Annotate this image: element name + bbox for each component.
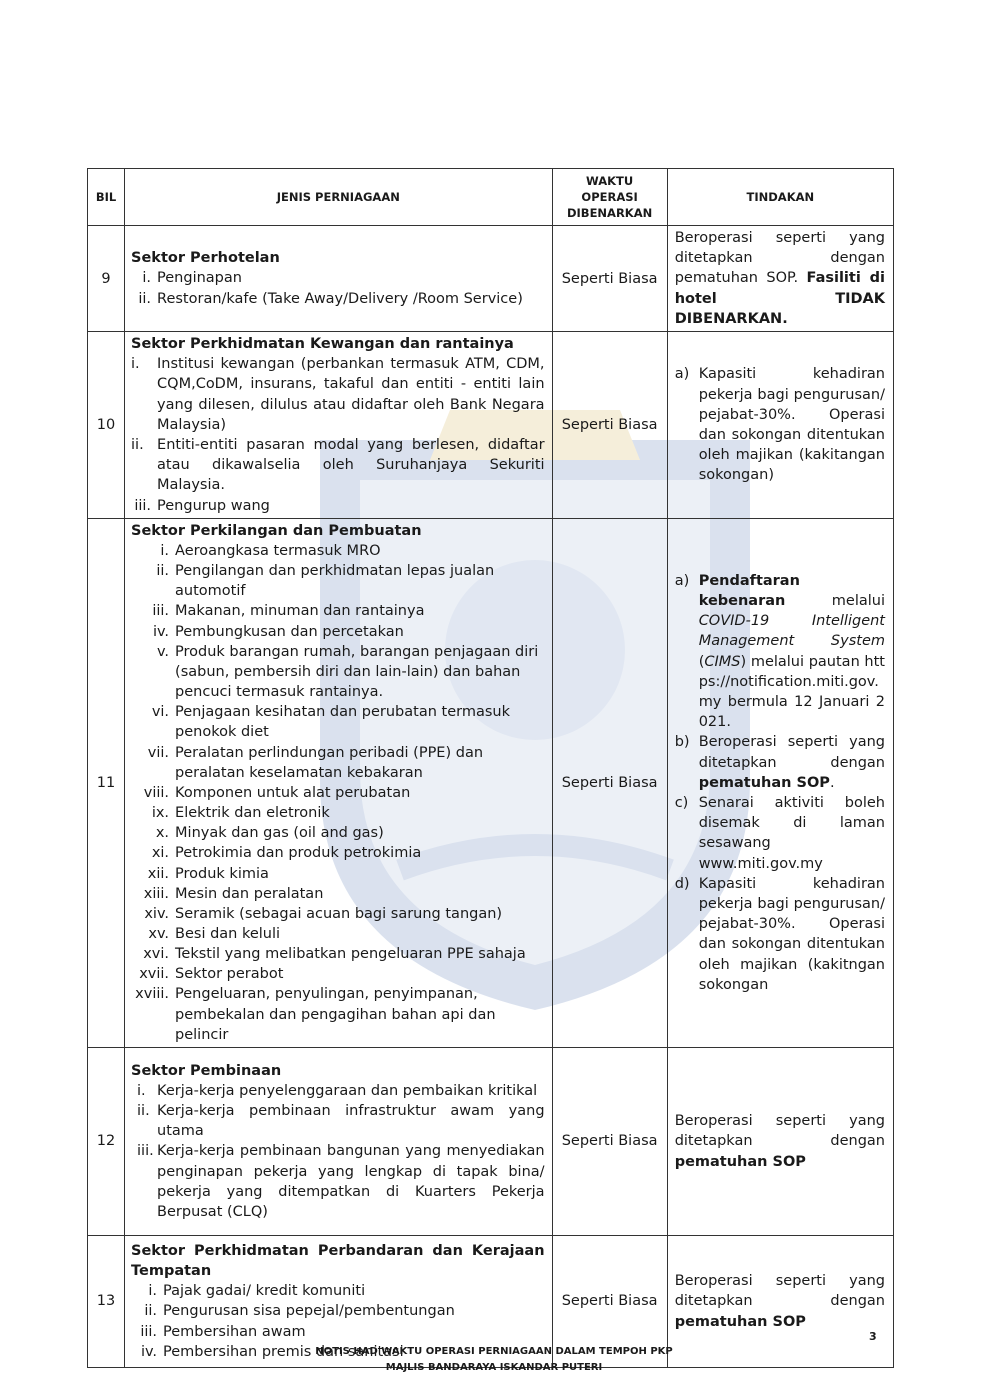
action-cell	[667, 1047, 893, 1235]
table-row	[88, 226, 894, 332]
item-number: xv.	[148, 925, 170, 942]
action-number: a)	[674, 366, 690, 383]
list-item-row	[131, 541, 545, 561]
item-number: iv.	[152, 623, 170, 640]
list-item-row	[131, 984, 545, 1044]
list-item-row	[131, 864, 545, 884]
list-item: Pengilangan dan perkhidmatan lepas jualan automotif	[175, 563, 495, 600]
business-type-cell	[125, 226, 553, 332]
item-number: viii.	[143, 784, 170, 801]
action-text: ) melalui pautan https://notification.miti.gov.my bermula 12 Januari 2021.	[698, 653, 885, 731]
item-number: xviii.	[135, 986, 170, 1003]
list-item-row	[131, 601, 545, 621]
list-item: Tekstil yang melibatkan pengeluaran PPE sahaja	[175, 946, 526, 963]
action-text: .	[829, 774, 835, 791]
action-text: (	[698, 653, 705, 670]
list-item-row	[131, 884, 545, 904]
list-item-row	[131, 964, 545, 984]
action-text: Kapasiti kehadiran pekerja bagi pengurusan/ pejabat-30%. Operasi dan sokongan ditentukan oleh majikan (kakitangan sokongan)	[698, 366, 885, 484]
list-item: Pengurup wang	[157, 497, 270, 514]
table-header-row	[88, 169, 894, 226]
action-cell	[667, 332, 893, 519]
action-text: Kapasiti kehadiran pekerja bagi pengurusan/ pejabat-30%. Operasi dan sokongan ditentukan oleh majikan (kakitngan sokongan	[698, 875, 885, 993]
item-number: xi.	[151, 845, 170, 862]
list-item: Kerja-kerja penyelenggaraan dan pembaikan kritikal	[157, 1082, 538, 1099]
list-item-row	[131, 561, 545, 601]
action-bold: pematuhan SOP	[698, 774, 830, 791]
list-item: Pajak gadai/ kredit komuniti	[163, 1283, 366, 1300]
item-number: vi.	[151, 704, 170, 721]
list-item: Pengeluaran, penyulingan, penyimpanan, pembekalan dan pengagihan bahan api dan pelincir	[175, 986, 496, 1043]
row-number: 11	[88, 518, 125, 1047]
action-text: Beroperasi seperti yang ditetapkan dengan pematuhan SOP.	[674, 230, 885, 287]
list-item-row	[131, 823, 545, 843]
list-item: Peralatan perlindungan peribadi (PPE) dan peralatan keselamatan kebakaran	[175, 744, 484, 781]
action-italic: COVID-19 Intelligent Management System	[698, 613, 885, 650]
header-bil: BIL	[88, 169, 125, 226]
action-text: Beroperasi seperti yang ditetapkan dengan	[698, 734, 885, 771]
list-item: Mesin dan peralatan	[175, 885, 324, 902]
list-item: Pengurusan sisa pepejal/pembentungan	[163, 1303, 455, 1320]
header-jenis: JENIS PERNIAGAAN	[125, 169, 553, 226]
list-item: Kerja-kerja pembinaan bangunan yang menyediakan penginapan pekerja yang lengkap di tapak bina/ pekerja yang ditempatkan di Kuarters Pekerja Berpusat (CLQ)	[157, 1143, 545, 1221]
list-item-row	[131, 803, 545, 823]
list-item-row	[131, 702, 545, 742]
item-number: ii.	[138, 290, 152, 307]
item-number: vii.	[147, 744, 170, 761]
business-type-cell	[125, 1047, 553, 1235]
list-item-row	[131, 904, 545, 924]
list-item: Besi dan keluli	[175, 925, 281, 942]
action-bold: Pendaftaran kebenaran	[698, 572, 800, 609]
list-item-row	[131, 924, 545, 944]
item-number: i.	[131, 356, 140, 373]
list-item: Pembersihan premis dan sanitasi	[163, 1343, 404, 1360]
row-number: 12	[88, 1047, 125, 1235]
action-note: Fasiliti di hotel TIDAK DIBENARKAN.	[674, 270, 885, 327]
item-number: ii.	[131, 437, 144, 454]
header-waktu-line3: DIBENARKAN	[566, 206, 653, 220]
item-number: ix.	[151, 805, 170, 822]
business-type-cell	[125, 518, 553, 1047]
operating-hours: Seperti Biasa	[552, 1047, 667, 1235]
action-note: pematuhan SOP	[674, 1313, 806, 1330]
action-number: b)	[674, 734, 690, 751]
header-waktu-line2: OPERASI	[581, 190, 638, 204]
list-item: Minyak dan gas (oil and gas)	[175, 825, 384, 842]
item-number: v.	[156, 643, 170, 660]
sector-title: Sektor Perkhidmatan Perbandaran dan Kerajaan Tempatan	[131, 1242, 545, 1279]
item-number: iii.	[137, 1143, 154, 1160]
list-item-row	[131, 622, 545, 642]
action-cell	[667, 518, 893, 1047]
list-item-row	[131, 843, 545, 863]
operating-hours: Seperti Biasa	[552, 226, 667, 332]
action-note: pematuhan SOP	[674, 1153, 806, 1170]
row-number: 13	[88, 1235, 125, 1367]
action-number: a)	[674, 572, 690, 589]
table-row	[88, 518, 894, 1047]
action-text: Senarai aktiviti boleh disemak di laman sesawang www.miti.gov.my	[698, 794, 885, 872]
item-number: xvi.	[143, 946, 170, 963]
list-item: Kerja-kerja pembinaan infrastruktur awam yang utama	[157, 1103, 545, 1140]
header-tindakan: TINDAKAN	[667, 169, 893, 226]
item-number: ii.	[144, 1303, 158, 1320]
list-item: Pembungkusan dan percetakan	[175, 623, 404, 640]
list-item: Penginapan	[157, 270, 242, 287]
action-text: melalui	[785, 592, 885, 609]
list-item: Produk kimia	[175, 865, 269, 882]
list-item: Pembersihan awam	[163, 1323, 306, 1340]
list-item: Penjagaan kesihatan dan perubatan termasuk penokok diet	[175, 704, 510, 741]
sector-title: Sektor Pembinaan	[131, 1062, 282, 1079]
item-number: iv.	[140, 1343, 158, 1360]
list-item-row	[131, 783, 545, 803]
list-item: Petrokimia dan produk petrokimia	[175, 845, 422, 862]
list-item: Aeroangkasa termasuk MRO	[175, 543, 381, 559]
sector-title: Sektor Perkhidmatan Kewangan dan rantainya	[131, 336, 514, 353]
table-row	[88, 1047, 894, 1235]
list-item: Restoran/kafe (Take Away/Delivery /Room Service)	[157, 290, 523, 307]
list-item-row	[131, 944, 545, 964]
list-item: Seramik (sebagai acuan bagi sarung tangan)	[175, 905, 503, 922]
item-number: i.	[148, 1283, 158, 1300]
item-number: x.	[155, 825, 170, 842]
item-number: i.	[160, 543, 170, 559]
list-item: Makanan, minuman dan rantainya	[175, 603, 425, 620]
list-item: Elektrik dan eletronik	[175, 805, 330, 822]
row-number: 9	[88, 226, 125, 332]
item-number: iii.	[152, 603, 170, 620]
action-cell	[667, 226, 893, 332]
item-number: i.	[137, 1082, 146, 1099]
item-number: xiii.	[143, 885, 170, 902]
operating-hours: Seperti Biasa	[552, 518, 667, 1047]
table-row	[88, 332, 894, 519]
list-item-row	[131, 642, 545, 702]
action-italic: CIMS	[704, 653, 741, 670]
list-item: Komponen untuk alat perubatan	[175, 784, 411, 801]
business-hours-table	[87, 168, 894, 1368]
item-number: xiv.	[144, 905, 170, 922]
operating-hours: Seperti Biasa	[552, 1235, 667, 1367]
list-item: Produk barangan rumah, barangan penjagaan diri (sabun, pembersih diri dan lain-lain) dan bahan pencuci termasuk rantainya.	[175, 643, 539, 701]
action-number: c)	[674, 794, 689, 811]
action-text: Beroperasi seperti yang ditetapkan dengan	[674, 1113, 885, 1150]
list-item: Institusi kewangan (perbankan termasuk ATM, CDM, CQM,CoDM, insurans, takaful dan entiti - entiti lain yang dilesen, dilulus atau didaftar oleh Bank Negara Malaysia)	[157, 356, 545, 433]
item-number: iii.	[134, 497, 152, 514]
sector-title: Sektor Perkilangan dan Pembuatan	[131, 522, 422, 539]
header-waktu-line1: WAKTU	[586, 174, 634, 188]
action-text: Beroperasi seperti yang ditetapkan dengan	[674, 1273, 885, 1310]
footer-line-1: NOTIS HAD WAKTU OPERASI PERNIAGAAN DALAM TEMPOH PKP	[315, 1346, 673, 1357]
action-number: d)	[674, 875, 690, 892]
page-number: 3	[869, 1330, 877, 1343]
row-number: 10	[88, 332, 125, 519]
item-number: ii.	[137, 1103, 150, 1119]
header-waktu	[552, 169, 667, 226]
item-number: i.	[142, 270, 152, 287]
item-number: xvii.	[139, 966, 170, 983]
operating-hours: Seperti Biasa	[552, 332, 667, 519]
item-number: iii.	[140, 1323, 158, 1340]
sector-title: Sektor Perhotelan	[131, 250, 280, 267]
item-number: ii.	[156, 563, 170, 580]
footer-line-2: MAJLIS BANDARAYA ISKANDAR PUTERI	[385, 1362, 603, 1373]
item-number: xii.	[147, 865, 170, 882]
list-item: Entiti-entiti pasaran modal yang berlesen, didaftar atau dikawalselia oleh Suruhanjaya Sekuriti Malaysia.	[157, 437, 545, 494]
list-item: Sektor perabot	[175, 966, 284, 983]
list-item-row	[131, 743, 545, 783]
business-type-cell	[125, 332, 553, 519]
